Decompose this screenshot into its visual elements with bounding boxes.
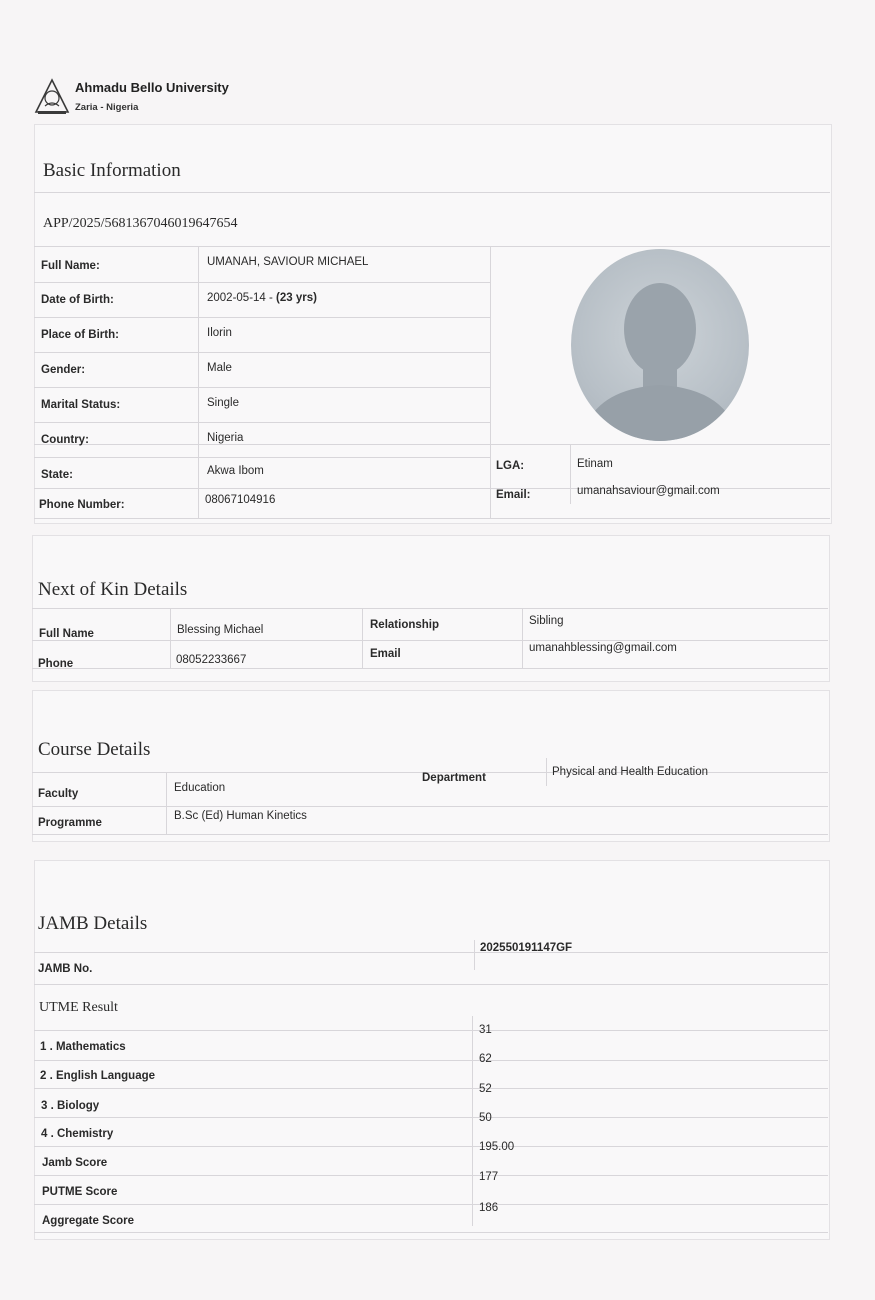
kin-email-label: Email [370, 648, 401, 660]
department-value: Physical and Health Education [552, 766, 708, 778]
country-label: Country: [41, 434, 89, 446]
kin-relationship-value: Sibling [529, 615, 564, 627]
aggregate-score-value: 186 [479, 1202, 499, 1214]
dob-label: Date of Birth: [41, 294, 114, 306]
kin-relationship-label: Relationship [370, 619, 440, 631]
kin-email-value: umanahblessing@gmail.com [529, 642, 677, 654]
dob-age: (23 yrs) [276, 292, 317, 304]
aggregate-score-label: Aggregate Score [42, 1215, 135, 1227]
place-of-birth-value: Ilorin [207, 327, 232, 339]
place-of-birth-label: Place of Birth: [41, 329, 119, 341]
utme-row-label: 2 . English Language [40, 1070, 156, 1082]
programme-value: B.Sc (Ed) Human Kinetics [174, 810, 307, 822]
marital-status-label: Marital Status: [41, 399, 121, 411]
department-label: Department [422, 772, 486, 784]
gender-value: Male [207, 362, 232, 374]
putme-score-label: PUTME Score [42, 1186, 118, 1198]
putme-score-value: 177 [479, 1171, 499, 1183]
utme-row-label: 1 . Mathematics [40, 1041, 126, 1053]
programme-label: Programme [38, 817, 102, 829]
university-logo [34, 78, 70, 116]
course-details-panel [32, 690, 830, 842]
jamb-details-title: JAMB Details [38, 913, 148, 934]
jamb-details-panel [34, 860, 830, 1240]
faculty-label: Faculty [38, 788, 79, 800]
utme-result-title: UTME Result [39, 1000, 118, 1015]
country-value: Nigeria [207, 432, 244, 444]
phone-number-value: 08067104916 [205, 494, 276, 506]
state-value: Akwa Ibom [207, 465, 264, 477]
dob-value: 2002-05-14 - (23 yrs) [207, 292, 317, 304]
faculty-value: Education [174, 782, 226, 794]
full-name-label: Full Name: [41, 260, 100, 272]
utme-row-label: 4 . Chemistry [41, 1128, 114, 1140]
phone-number-label: Phone Number: [39, 499, 125, 511]
kin-phone-value: 08052233667 [176, 654, 247, 666]
lga-value: Etinam [577, 458, 613, 470]
basic-info-title: Basic Information [43, 160, 181, 181]
lga-label: LGA: [496, 460, 525, 472]
jamb-no-label: JAMB No. [38, 963, 93, 975]
utme-row-value: 31 [479, 1024, 492, 1036]
next-of-kin-title: Next of Kin Details [38, 579, 188, 600]
application-number: APP/2025/5681367046019647654 [43, 216, 238, 231]
university-location: Zaria - Nigeria [75, 102, 139, 113]
full-name-value: UMANAH, SAVIOUR MICHAEL [207, 256, 369, 268]
utme-row-value: 62 [479, 1053, 492, 1065]
state-label: State: [41, 469, 73, 481]
utme-row-value: 50 [479, 1112, 492, 1124]
applicant-photo [571, 249, 749, 441]
jamb-no-value: 202550191147GF [480, 942, 573, 954]
utme-row-value: 52 [479, 1083, 492, 1095]
jamb-score-value: 195.00 [479, 1141, 515, 1153]
email-label: Email: [496, 489, 531, 501]
university-name: Ahmadu Bello University [75, 80, 229, 95]
gender-label: Gender: [41, 364, 86, 376]
email-value: umanahsaviour@gmail.com [577, 485, 720, 497]
kin-full-name-value: Blessing Michael [177, 624, 264, 636]
marital-status-value: Single [207, 397, 239, 409]
kin-full-name-label: Full Name [39, 628, 94, 640]
jamb-score-label: Jamb Score [42, 1157, 108, 1169]
course-details-title: Course Details [38, 739, 151, 760]
utme-row-label: 3 . Biology [41, 1100, 100, 1112]
kin-phone-label: Phone [38, 658, 74, 670]
